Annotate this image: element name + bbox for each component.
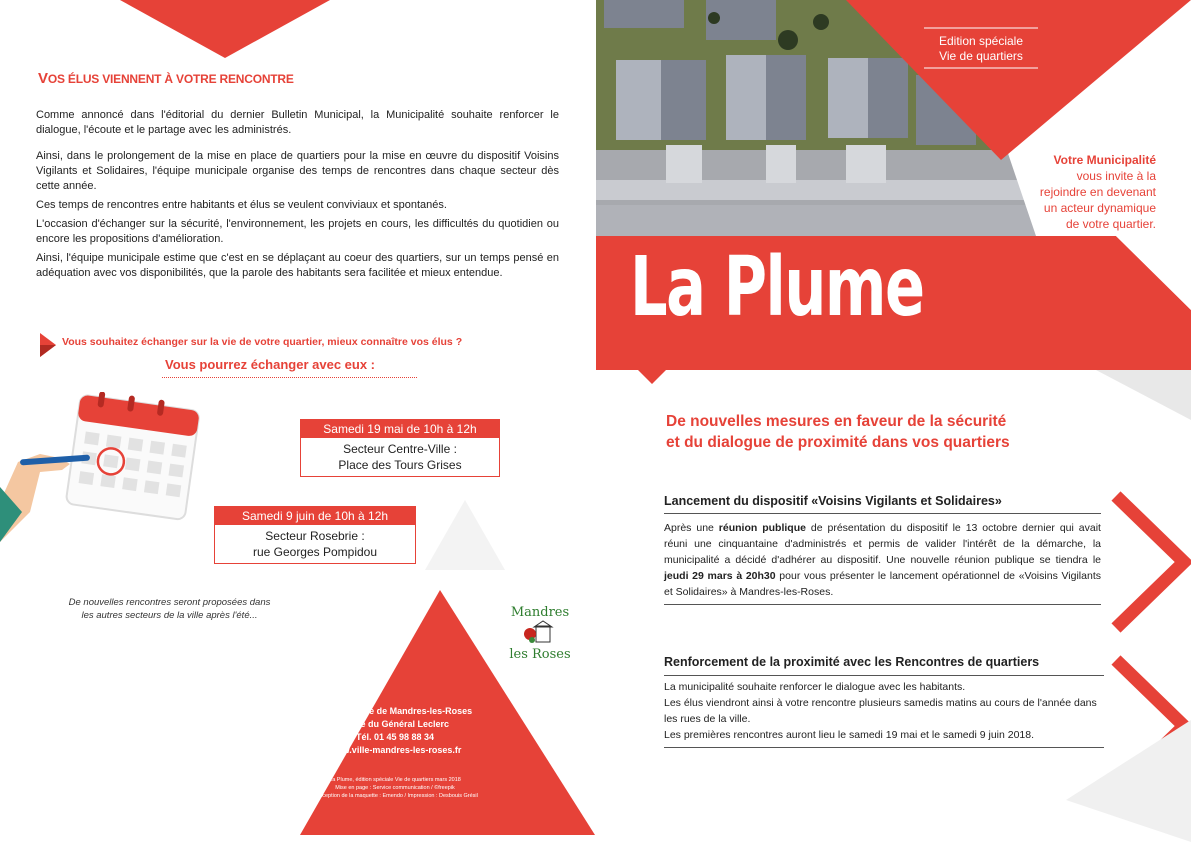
question-text: Vous souhaitez échanger sur la vie de votre quartier, mieux connaître vos élus ? [62, 336, 463, 348]
main-headline: De nouvelles mesures en faveur de la sécurité et du dialogue de proximité dans vos quartiers [666, 413, 1010, 451]
left-title: VOS ÉLUS VIENNENT À VOTRE RENCONTRE [38, 70, 294, 87]
section-title: Renforcement de la proximité avec les Rencontres de quartiers [664, 655, 1040, 669]
right-page [596, 0, 1191, 842]
paragraph: Ainsi, l'équipe municipale estime que c'est en se déplaçant au coeur des quartiers, sur un temps pensé en adéquation avec vos disponibilités, que la parole des habitants sera facilitée et mieux entendue. [36, 252, 559, 279]
section-body: La municipalité souhaite renforcer le dialogue avec les habitants. Les élus viendront ainsi à votre rencontre plusieurs samedis matins au cours de l'année dans les rues de la ville. Les premières rencontres auront lieu le samedi 19 mai et le samedi 9 juin 2018. [664, 681, 1097, 741]
soft-triangle [425, 500, 505, 570]
invite-bold: Votre Municipalité [1053, 153, 1156, 167]
section-rule [664, 604, 1101, 605]
event-sector: Secteur Centre-Ville : [343, 442, 457, 456]
exchange-heading: Vous pourrez échanger avec eux : [165, 357, 375, 372]
top-triangle [120, 0, 330, 58]
note-text: De nouvelles rencontres seront proposées dans les autres secteurs de la ville après l'été... [68, 597, 271, 621]
website-link[interactable]: www.ville-mandres-les-roses.fr [328, 745, 462, 755]
edition-label: Edition spéciale Vie de quartiers [938, 34, 1024, 63]
masthead-title: La Plume [630, 240, 924, 335]
section-title: Lancement du dispositif «Voisins Vigilants et Solidaires» [664, 494, 1002, 508]
event-date: Samedi 19 mai de 10h à 12h [301, 420, 499, 438]
dotted-underline [162, 377, 417, 378]
contact-info: Hôtel de Ville de Mandres-les-Roses 4 Rue du Général Leclerc Tél. 01 45 98 88 34 www.ville-mandres-les-roses.fr [280, 705, 510, 757]
chevron-right-icon [1116, 496, 1184, 628]
left-body [36, 108, 559, 283]
section-body: Après une réunion publique de présentation du dispositif le 13 octobre dernier qui avait réuni une cinquantaine d'administrés et permis de valider l'intérêt de la démarche, la municipalité a décidé d'adhérer au dispositif. Une nouvelle réunion publique se tiendra le jeudi 29 mars à 20h30 pour vous présenter le lancement opérationnel de «Voisins Vigilants et Solidaires» à Mandres-les-Roses. [664, 522, 1101, 598]
rose-icon [522, 620, 558, 644]
event-card-2 [214, 506, 416, 564]
event-place: rue Georges Pompidou [252, 545, 378, 559]
section-rencontres [664, 654, 1104, 748]
event-sector: Secteur Rosebrie : [265, 529, 365, 543]
event-date: Samedi 9 juin de 10h à 12h [215, 507, 415, 525]
town-logo: Mandres les Roses [509, 605, 571, 662]
paragraph: Ces temps de rencontres entre habitants et élus se veulent conviviaux et spontanés. [36, 199, 447, 211]
section-rule [664, 675, 1104, 676]
event-card-1 [300, 419, 500, 477]
calendar-illustration [0, 392, 210, 542]
invite-text: Votre Municipalité vous invite à la rejoindre en devenant un acteur dynamique de votre quartier. [996, 152, 1156, 232]
left-page [0, 0, 595, 842]
event-place: Place des Tours Grises [338, 458, 462, 472]
section-rule [664, 747, 1104, 748]
section-voisins-vigilants [664, 494, 1101, 605]
paragraph: L'occasion d'échanger sur la sécurité, l'environnement, les projets en cours, les difficultés du quotidien ou encore les propositions d'amélioration. [36, 218, 559, 245]
paragraph: Ainsi, dans le prolongement de la mise en place de quartiers pour la mise en œuvre du dispositif Voisins Vigilants et Solidaires, l'équipe municipale organise des temps de rencontres dans chaque secteur dès cette année. [36, 150, 559, 192]
credits: La Plume, édition spéciale Vie de quartiers mars 2018 Mise en page : Service communication / ©freepik Conception de la maquette : Emendo / Impression : Desbouis Grésil [312, 777, 478, 799]
paragraph: Comme annoncé dans l'éditorial du dernier Bulletin Municipal, la Municipalité souhaite renforcer le dialogue, l'écoute et le partage avec les administrés. [36, 109, 559, 136]
section-rule [664, 513, 1101, 514]
